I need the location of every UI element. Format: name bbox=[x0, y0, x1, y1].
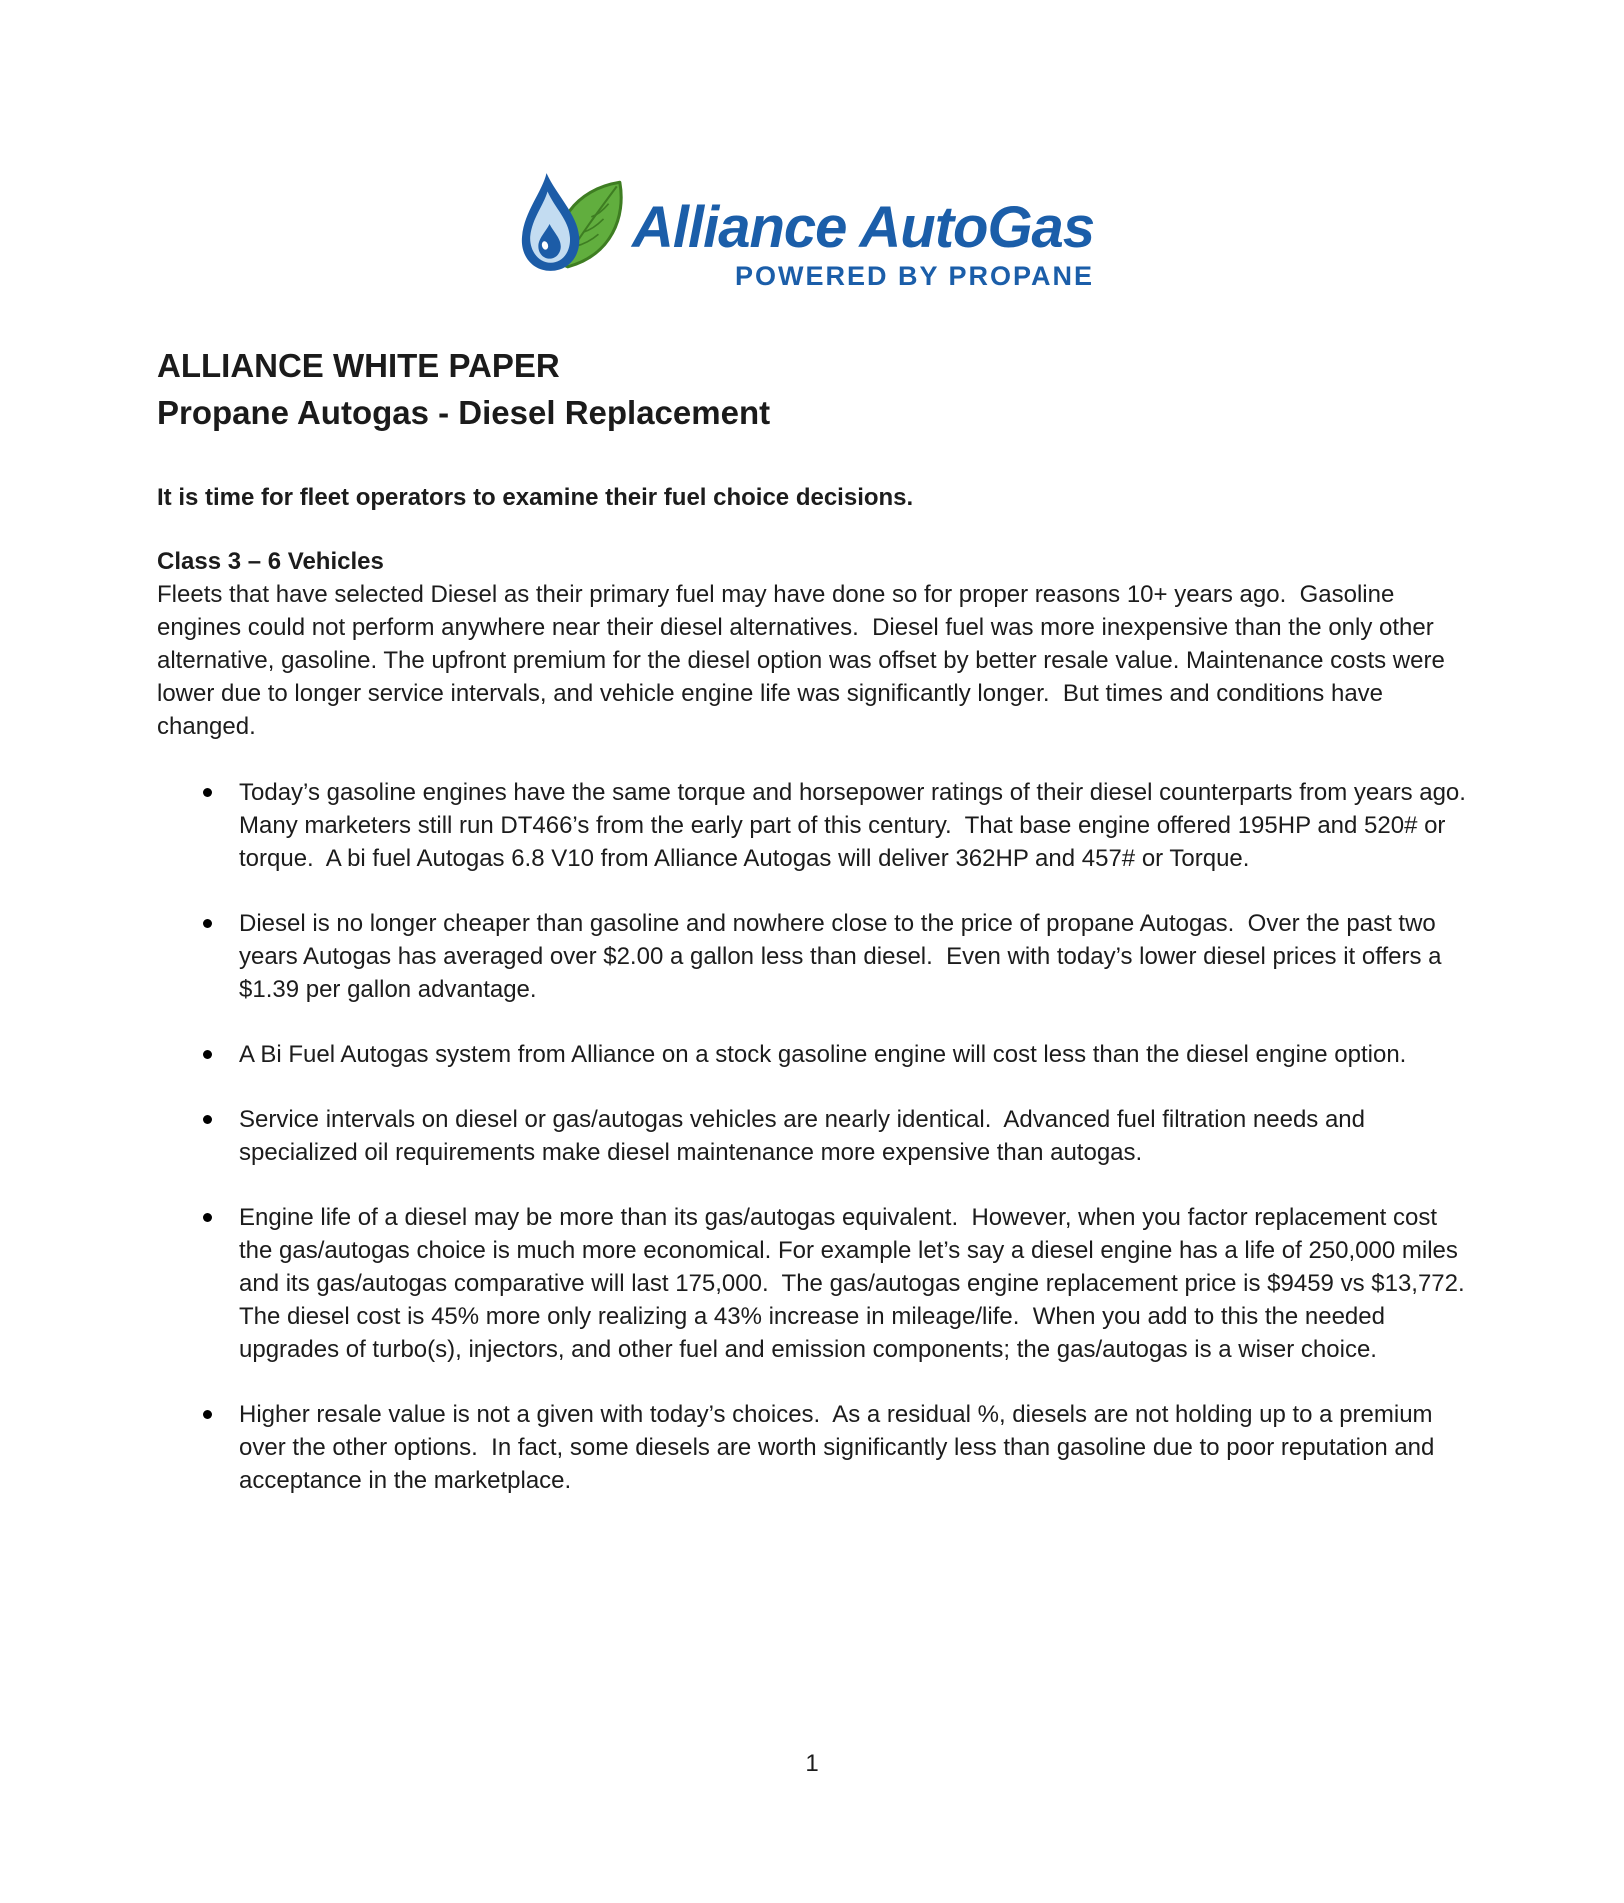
section-heading: Class 3 – 6 Vehicles bbox=[157, 548, 384, 575]
bullet-icon bbox=[203, 1115, 212, 1124]
document-title bbox=[157, 342, 1467, 436]
bullet-icon bbox=[203, 1213, 212, 1222]
section-paragraph: Fleets that have selected Diesel as their primary fuel may have done so for proper reasons 10+ years ago. Gasoline engines could not perform anywhere near their diesel alternatives. Diesel fuel was more inexpensive than the only other alternative, gasoline. The upfront premium for the diesel option was offset by better resale value. Maintenance costs were lower due to longer service intervals, and vehicle engine life was significantly longer. But times and conditions have changed. bbox=[157, 581, 1452, 740]
bullet-item: Diesel is no longer cheaper than gasoline and nowhere close to the price of propane Autogas. Over the past two years Autogas has averaged over $2.00 a gallon less than diesel. Even with today’s lower diesel prices it offers a $1.39 per gallon advantage. bbox=[239, 907, 1467, 1006]
bullet-item: A Bi Fuel Autogas system from Alliance on a stock gasoline engine will cost less than the diesel engine option. bbox=[239, 1038, 1467, 1071]
bullet-item: Engine life of a diesel may be more than its gas/autogas equivalent. However, when you factor replacement cost the gas/autogas choice is much more economical. For example let’s say a diesel engine has a life of 250,000 miles and its gas/autogas comparative will last 175,000. The gas/autogas engine replacement price is $9459 vs $13,772. The diesel cost is 45% more only realizing a 43% increase in mileage/life. When you add to this the needed upgrades of turbo(s), injectors, and other fuel and emission components; the gas/autogas is a wiser choice. bbox=[239, 1201, 1467, 1366]
bullet-list bbox=[157, 776, 1480, 1497]
bullet-icon bbox=[203, 788, 212, 797]
title-line-1: ALLIANCE WHITE PAPER bbox=[157, 347, 560, 384]
logo-brand-text: Alliance AutoGas bbox=[632, 195, 1095, 260]
intro-statement: It is time for fleet operators to examine their fuel choice decisions. bbox=[157, 484, 914, 511]
bullet-item: Service intervals on diesel or gas/autogas vehicles are nearly identical. Advanced fuel filtration needs and specialized oil requirements make diesel maintenance more expensive than autogas. bbox=[239, 1103, 1467, 1169]
bullet-item: Higher resale value is not a given with today’s choices. As a residual %, diesels are not holding up to a premium over the other options. In fact, some diesels are worth significantly less than gasoline due to poor reputation and acceptance in the marketplace. bbox=[239, 1398, 1467, 1497]
page-number: 1 bbox=[805, 1750, 819, 1777]
bullet-icon bbox=[203, 1410, 212, 1419]
title-line-2: Propane Autogas - Diesel Replacement bbox=[157, 394, 771, 431]
alliance-autogas-logo bbox=[518, 165, 1467, 292]
bullet-item: Today’s gasoline engines have the same torque and horsepower ratings of their diesel counterparts from years ago. Many marketers still run DT466’s from the early part of this century. That base engine offered 195HP and 520# or torque. A bi fuel Autogas 6.8 V10 from Alliance Autogas will deliver 362HP and 457# or Torque. bbox=[239, 776, 1467, 875]
bullet-icon bbox=[203, 1050, 212, 1059]
logo-tagline: POWERED BY PROPANE bbox=[735, 261, 1095, 291]
droplet-leaf-icon bbox=[518, 171, 630, 273]
bullet-icon bbox=[203, 919, 212, 928]
